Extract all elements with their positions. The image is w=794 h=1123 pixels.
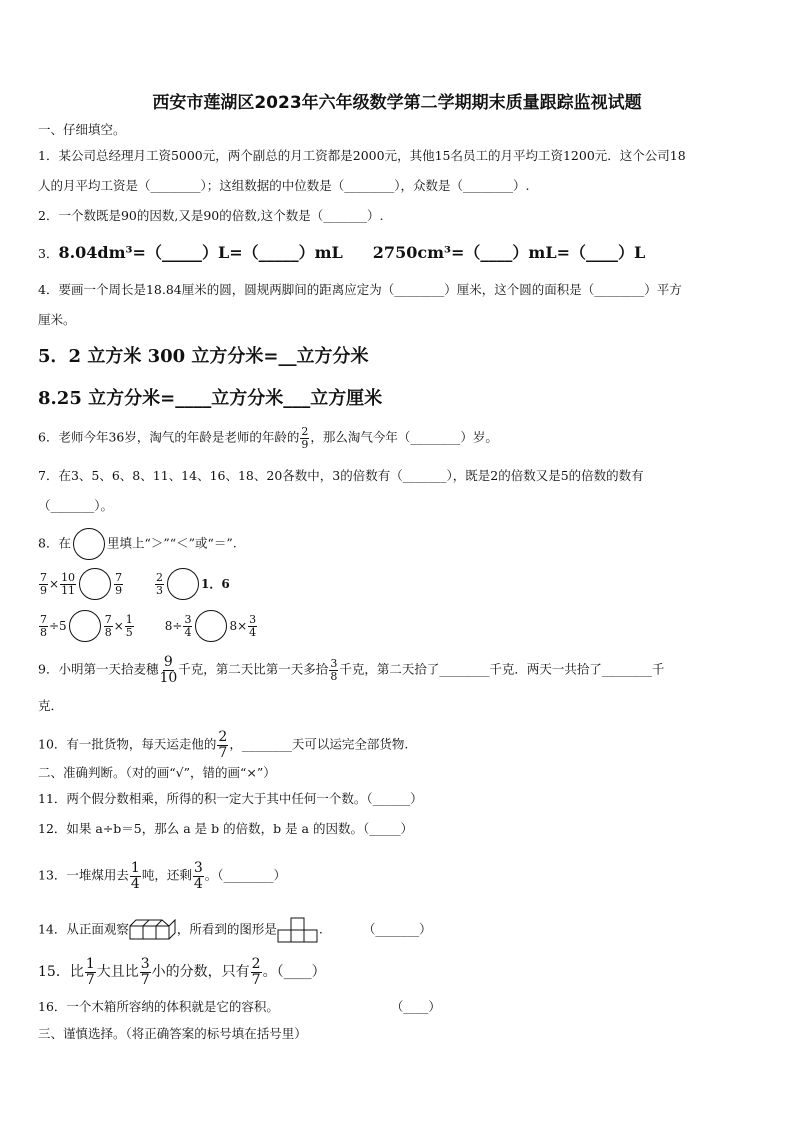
fraction bbox=[114, 572, 123, 596]
frac-den: 3 bbox=[156, 583, 164, 597]
frac-den: 9 bbox=[301, 437, 309, 451]
frac-num: 3 bbox=[193, 860, 203, 876]
frac-num: 2 bbox=[156, 570, 164, 584]
frac-den: 9 bbox=[115, 583, 123, 597]
fraction bbox=[60, 572, 76, 596]
q5-line2: 8.25 立方分米=____立方分米___立方厘米 bbox=[38, 388, 383, 409]
q14-after: . bbox=[318, 921, 323, 937]
frac-num: 7 bbox=[104, 612, 112, 626]
fraction bbox=[251, 957, 262, 987]
q3 bbox=[38, 245, 645, 261]
fraction bbox=[155, 572, 164, 596]
fraction bbox=[39, 614, 48, 638]
q16 bbox=[38, 1001, 441, 1014]
frac-num: 3 bbox=[330, 657, 338, 671]
frac-num: 2 bbox=[218, 729, 228, 745]
q9-line1 bbox=[38, 655, 664, 685]
frac-den: 7 bbox=[218, 744, 228, 761]
q6-after: ，那么淘气今年（________）岁。 bbox=[310, 429, 498, 445]
fraction bbox=[248, 614, 257, 638]
section-1-heading: 一、仔细填空。 bbox=[38, 122, 126, 137]
frac-den: 7 bbox=[140, 971, 150, 988]
frac-den: 8 bbox=[104, 625, 112, 639]
q4-line2: 厘米。 bbox=[38, 312, 76, 327]
fraction bbox=[104, 614, 113, 638]
frac-num: 3 bbox=[249, 612, 257, 626]
frac-den: 4 bbox=[193, 875, 203, 892]
q9-before: 9．小明第一天拾麦穗 bbox=[38, 661, 159, 677]
q14-mid: ，所看到的图形是 bbox=[176, 921, 277, 937]
q1-line2: 人的月平均工资是（________）；这组数据的中位数是（________），众数是（________）. bbox=[38, 178, 530, 193]
q9-mid: 千克，第二天比第一天多拾 bbox=[178, 661, 329, 677]
frac-den: 9 bbox=[40, 583, 47, 597]
q8-row1 bbox=[38, 568, 230, 600]
answer-circle bbox=[73, 528, 105, 560]
section-2-heading: 二、准确判断。（对的画“√”，错的画“×”） bbox=[38, 765, 276, 780]
q3-part2: 2750cm³=（____）mL=（____）L bbox=[372, 243, 646, 262]
operator: 8× bbox=[229, 619, 248, 633]
frac-num: 7 bbox=[40, 612, 47, 626]
q8 bbox=[38, 528, 237, 560]
answer-circle[interactable] bbox=[79, 568, 111, 600]
answer-circle[interactable] bbox=[69, 610, 101, 642]
frac-den: 5 bbox=[125, 625, 133, 639]
answer-circle[interactable] bbox=[195, 610, 227, 642]
fraction bbox=[193, 861, 204, 891]
compare-value: 1．6 bbox=[201, 577, 230, 591]
frac-den: 4 bbox=[184, 625, 192, 639]
page-title: 西安市莲湖区2023年六年级数学第二学期期末质量跟踪监视试题 bbox=[152, 93, 642, 113]
q12: 12．如果 a÷b＝5，那么 a 是 b 的倍数，b 是 a 的因数。（_____） bbox=[38, 821, 413, 836]
frac-den: 4 bbox=[130, 875, 140, 892]
q10-before: 10．有一批货物，每天运走他的 bbox=[38, 736, 217, 752]
frac-den: 11 bbox=[61, 583, 76, 597]
frac-den: 10 bbox=[159, 669, 178, 686]
q4-line1: 4．要画一个周长是18.84厘米的圆，圆规两脚间的距离应定为（________）厘米，这个圆的面积是（________）平方 bbox=[38, 282, 682, 297]
q14 bbox=[38, 917, 432, 943]
frac-num: 1 bbox=[85, 956, 95, 972]
q9-after: 千克，第二天拾了________千克．两天一共拾了________千 bbox=[339, 661, 665, 677]
q13-after: 。（________） bbox=[204, 867, 287, 883]
frac-den: 8 bbox=[330, 669, 338, 683]
q14-blank: （_______） bbox=[362, 921, 432, 937]
fraction bbox=[140, 957, 151, 987]
frac-num: 3 bbox=[184, 612, 192, 626]
fraction bbox=[85, 957, 96, 987]
q7-line1: 7．在3、5、6、8、11、14、16、18、20各数中，3的倍数有（_______），既是2的倍数又是5的倍数的数有 bbox=[38, 468, 644, 483]
q8-after: 里填上“＞”“＜”或“＝”. bbox=[106, 535, 237, 551]
frac-num: 7 bbox=[40, 570, 47, 584]
fraction bbox=[329, 658, 338, 682]
frac-num: 2 bbox=[301, 425, 309, 438]
frac-num: 10 bbox=[61, 570, 76, 584]
frac-num: 1 bbox=[130, 860, 140, 876]
q6-before: 6．老师今年36岁，淘气的年龄是老师的年龄的 bbox=[38, 429, 300, 445]
q8-row2 bbox=[38, 610, 258, 642]
q10 bbox=[38, 730, 408, 760]
operator: × bbox=[49, 577, 60, 591]
fraction bbox=[130, 861, 141, 891]
operator: 8÷ bbox=[164, 619, 183, 633]
q13-before: 13．一堆煤用去 bbox=[38, 867, 129, 883]
fraction bbox=[217, 730, 228, 760]
operator: ÷5 bbox=[49, 619, 67, 633]
operator: × bbox=[113, 619, 124, 633]
fraction bbox=[125, 614, 134, 638]
frac-den: 7 bbox=[85, 971, 95, 988]
q1-line1: 1．某公司总经理月工资5000元，两个副总的月工资都是2000元，其他15名员工的月平均工资1200元．这个公司18 bbox=[38, 148, 686, 163]
frac-num: 2 bbox=[251, 956, 261, 972]
q3-part1: 8.04dm³=（_____）L=（_____）mL bbox=[58, 243, 343, 262]
frac-num: 3 bbox=[140, 956, 150, 972]
q13 bbox=[38, 861, 286, 891]
q13-mid: 吨，还剩 bbox=[141, 867, 192, 883]
q15-mid2: 小的分数，只有 bbox=[151, 964, 250, 981]
q8-before: 8．在 bbox=[38, 535, 71, 551]
frac-num: 9 bbox=[163, 654, 173, 670]
cube-stack-icon bbox=[129, 917, 177, 943]
frac-den: 4 bbox=[249, 625, 257, 639]
q7-line2: （_______）。 bbox=[38, 498, 114, 513]
q15-after: 。（____） bbox=[262, 964, 326, 981]
q15-before: 15．比 bbox=[38, 964, 84, 981]
answer-circle[interactable] bbox=[167, 568, 199, 600]
q16-blank: （____） bbox=[390, 999, 441, 1014]
q5-line1: 5．2 立方米 300 立方分米=__立方分米 bbox=[38, 346, 369, 367]
q15-mid1: 大且比 bbox=[96, 964, 139, 981]
q3-number: 3． bbox=[38, 246, 59, 261]
q2: 2．一个数既是90的因数,又是90的倍数,这个数是（_______）. bbox=[38, 208, 384, 223]
frac-den: 8 bbox=[40, 625, 47, 639]
fraction bbox=[159, 655, 177, 685]
q15 bbox=[38, 957, 326, 987]
q11: 11．两个假分数相乘，所得的积一定大于其中任何一个数。（______） bbox=[38, 791, 423, 806]
frac-den: 7 bbox=[251, 971, 261, 988]
q14-before: 14．从正面观察 bbox=[38, 921, 129, 937]
fraction bbox=[183, 614, 192, 638]
front-view-shape-icon bbox=[277, 917, 319, 943]
frac-num: 1 bbox=[125, 612, 133, 626]
section-3-heading: 三、谨慎选择。（将正确答案的标号填在括号里） bbox=[38, 1026, 307, 1041]
q10-after: ，________天可以运完全部货物. bbox=[229, 736, 409, 752]
q9-line2: 克． bbox=[38, 698, 64, 713]
q16-text: 16．一个木箱所容纳的体积就是它的容积。 bbox=[38, 999, 279, 1014]
q6 bbox=[38, 426, 498, 450]
fraction bbox=[39, 572, 48, 596]
frac-num: 7 bbox=[115, 570, 123, 584]
q6-fraction bbox=[300, 426, 309, 450]
